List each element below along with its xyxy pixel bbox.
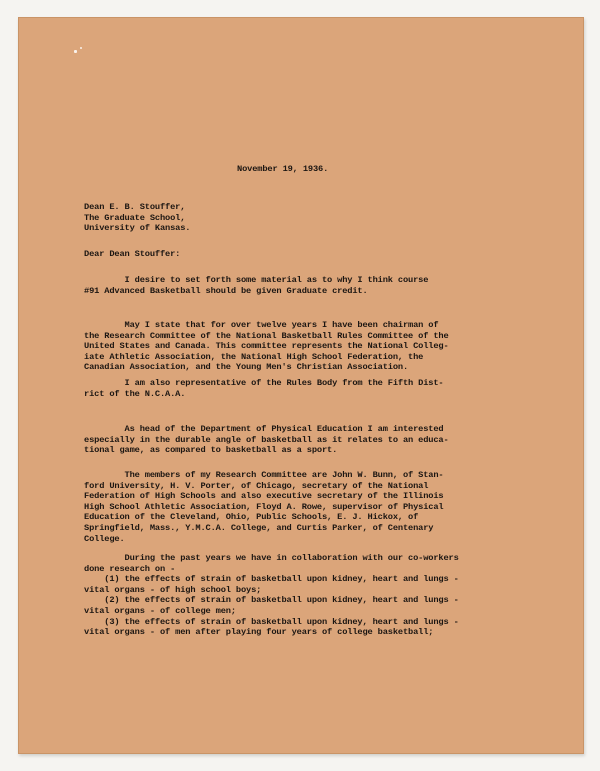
text-line: United States and Canada. This committee represents the National Colleg- (84, 341, 449, 352)
text-line: Federation of High Schools and also executive secretary of the Illinois (84, 491, 444, 502)
paragraph-committee-members (84, 470, 444, 544)
text-line: I desire to set forth some material as to why I think course (84, 275, 429, 285)
text-line: The members of my Research Committee are John W. Bunn, of Stan- (84, 470, 444, 480)
recipient-line: University of Kansas. (84, 223, 191, 234)
paragraph-physical-education (84, 424, 449, 456)
recipient-line: The Graduate School, (84, 212, 186, 223)
text-line: iate Athletic Association, the National High School Federation, the (84, 351, 424, 362)
text-line: Education of the Cleveland, Ohio, Public Schools, E. J. Hickox, of (84, 512, 419, 523)
text-line: As head of the Department of Physical Education I am interested (84, 424, 444, 434)
text-line: May I state that for over twelve years I have been chairman of (84, 320, 439, 330)
text-line: I am also representative of the Rules Body from the Fifth Dist- (84, 378, 444, 388)
list-item: vital organs - of men after playing four years of college basketball; (84, 627, 434, 638)
text-line: done research on - (84, 563, 176, 574)
text-line: Canadian Association, and the Young Men's Christian Association. (84, 362, 409, 373)
recipient-address (84, 202, 190, 234)
paragraph-rules-body (84, 378, 444, 399)
paper-blemish (80, 47, 82, 49)
list-item: (1) the effects of strain of basketball upon kidney, heart and lungs - (84, 574, 459, 585)
text-line: tional game, as compared to basketball as a sport. (84, 445, 338, 456)
recipient-line: Dean E. B. Stouffer, (84, 202, 186, 212)
text-line: College. (84, 533, 125, 544)
paragraph-course-credit (84, 275, 428, 296)
text-line: Springfield, Mass., Y.M.C.A. College, and Curtis Parker, of Centenary (84, 522, 434, 533)
list-item: (3) the effects of strain of basketball upon kidney, heart and lungs - (84, 616, 459, 627)
text-line: ford University, H. V. Porter, of Chicago, secretary of the National (84, 480, 429, 491)
list-item: vital organs - of high school boys; (84, 584, 262, 595)
text-line: the Research Committee of the National Basketball Rules Committee of the (84, 330, 449, 341)
list-item: (2) the effects of strain of basketball upon kidney, heart and lungs - (84, 595, 459, 606)
salutation: Dear Dean Stouffer: (84, 249, 181, 259)
paragraph-research-list (84, 553, 459, 638)
letter-date: November 19, 1936. (237, 164, 329, 174)
text-line: rict of the N.C.A.A. (84, 388, 186, 399)
list-item: vital organs - of college men; (84, 605, 236, 616)
text-line: especially in the durable angle of basketball as it relates to an educa- (84, 434, 449, 445)
text-line: During the past years we have in collaboration with our co-workers (84, 553, 459, 563)
paper-blemish (74, 50, 77, 53)
paragraph-research-committee (84, 320, 449, 373)
text-line: #91 Advanced Basketball should be given Graduate credit. (84, 285, 368, 296)
text-line: High School Athletic Association, Floyd A. Rowe, supervisor of Physical (84, 501, 444, 512)
